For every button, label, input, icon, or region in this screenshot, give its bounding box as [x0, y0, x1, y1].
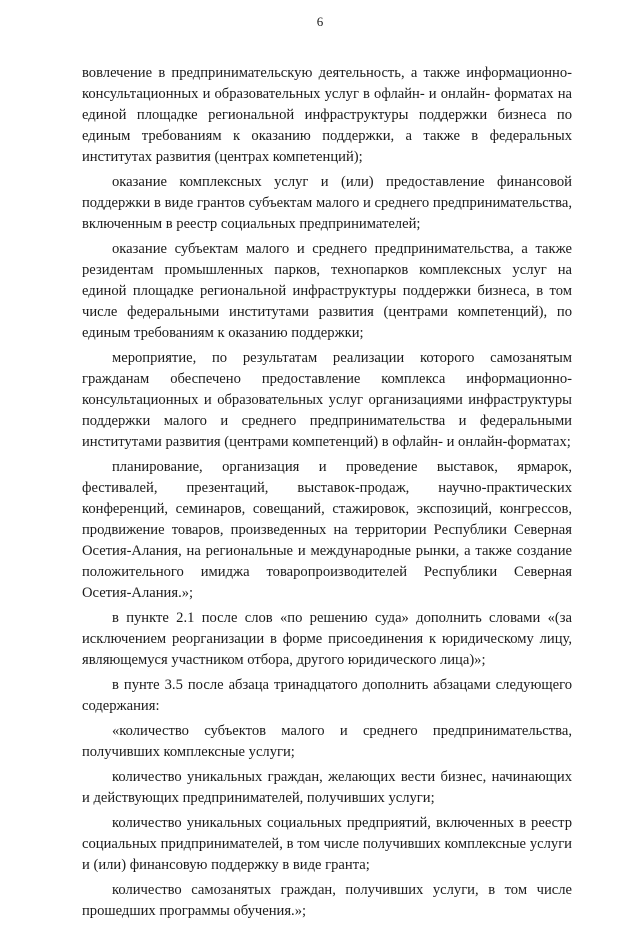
document-body: [82, 63, 572, 926]
paragraph: оказание комплексных услуг и (или) предоставление финансовой поддержки в виде грантов субъектам малого и среднего предпринимательства, включенным в реестр социальных предпринимателей;: [82, 174, 572, 232]
page-number: 6: [316, 14, 324, 29]
paragraph: в пунте 3.5 после абзаца тринадцатого дополнить абзацами следующего содержания:: [82, 677, 572, 714]
paragraph: вовлечение в предпринимательскую деятельность, а также информационно-консультационных и образовательных услуг в офлайн- и онлайн- форматах на единой площадке региональной инфраструктуры поддержки бизнеса по единым требованиям к оказанию поддержки, а также в федеральных институтах развития (центрах компетенций);: [82, 65, 572, 165]
paragraph: в пункте 2.1 после слов «по решению суда» дополнить словами «(за исключением реорганизации в форме присоединения к юридическому лицу, являющемуся участником отбора, другого юридического лица)»;: [82, 610, 572, 668]
paragraph: количество самозанятых граждан, получивших услуги, в том числе прошедших программы обучения.»;: [82, 882, 572, 919]
paragraph: количество уникальных социальных предприятий, включенных в реестр социальных придпринимателей, в том числе получивших комплексные услуги и (или) финансовую поддержку в виде гранта;: [82, 815, 572, 873]
paragraph: оказание субъектам малого и среднего предпринимательства, а также резидентам промышленных парков, технопарков комплексных услуг на единой площадке региональной инфраструктуры поддержки бизнеса, в том числе федеральными институтами развития (центрами компетенций), по единым требованиям к оказанию поддержки;: [82, 241, 572, 341]
paragraph: «количество субъектов малого и среднего предпринимательства, получивших комплексные услуги;: [82, 723, 572, 760]
paragraph: мероприятие, по результатам реализации которого самозанятым гражданам обеспечено предоставление комплекса информационно-консультационных и образовательных услуг организациями инфраструктуры поддержки малого и среднего предпринимательства и федеральными институтами развития (центрами компетенций) в офлайн- и онлайн-форматах;: [82, 350, 572, 450]
paragraph: количество уникальных граждан, желающих вести бизнес, начинающих и действующих предпринимателей, получивших услуги;: [82, 769, 572, 806]
paragraph: планирование, организация и проведение выставок, ярмарок, фестивалей, презентаций, выставок-продаж, научно-практических конференций, семинаров, совещаний, стажировок, экспозиций, конгрессов, продвижение товаров, произведенных на территории Республики Северная Осетия-Алания, на региональные и международные рынки, а также создание положительного имиджа товаропроизводителей Республики Северная Осетия-Алания.»;: [82, 459, 572, 601]
